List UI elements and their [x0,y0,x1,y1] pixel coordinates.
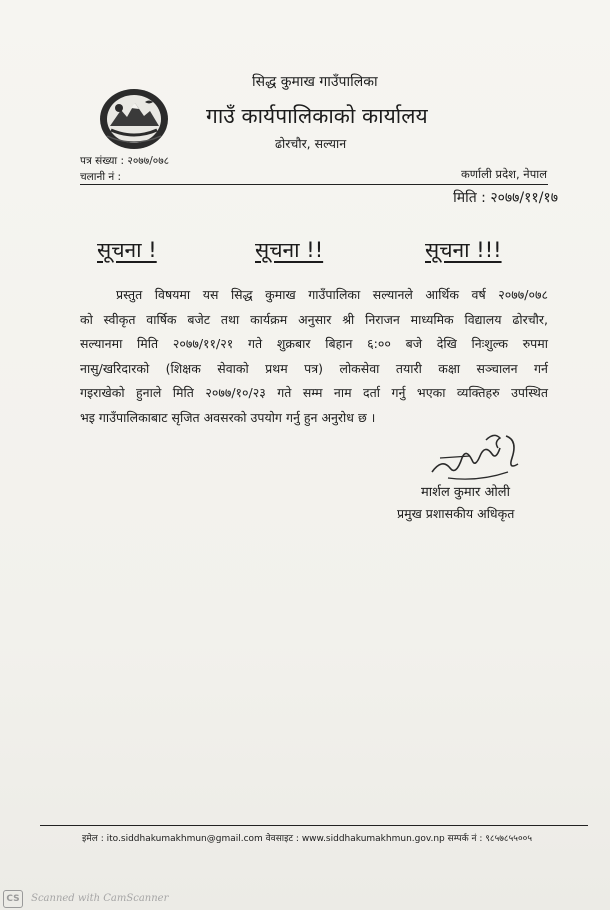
municipality-name: सिद्ध कुमाख गाउँपालिका [252,74,378,90]
body-line: गइराखेको हुनाले मिति २०७७/१०/२३ गते सम्म नाम दर्ता गर्नु भएका व्यक्तिहरु उपस्थित [80,385,548,400]
signatory-title: प्रमुख प्रशासकीय अधिकृत [397,506,515,521]
body-line: को स्वीकृत वार्षिक बजेट तथा कार्यक्रम अनुसार श्री निराजन माध्यमिक विद्यालय ढोरचौर, [80,311,548,327]
footer-divider [40,825,588,826]
signatory-name: मार्शल कुमार ओली [421,485,510,500]
letter-date: मिति : २०७७/११/१७ [453,190,558,206]
notice-heading-1: सूचना ! [97,238,157,262]
reference-number: पत्र संख्या : २०७७/०७८ [80,155,170,167]
notice-body [80,283,548,430]
camscanner-text: Scanned with CamScanner [31,893,169,904]
office-location: ढोरचौर, सल्यान [275,136,347,151]
footer-contact: इमेल : ito.siddhakumakhmun@gmail.com वेवसाइट : www.siddhakumakhmun.gov.np सम्पर्क नं : ९८५७८५५००५ [82,834,533,844]
province-label: कर्णाली प्रदेश, नेपाल [460,167,547,181]
scanner-watermark [3,888,168,908]
municipality-emblem-icon [97,86,171,152]
camscanner-logo-icon: CS [3,890,23,908]
notice-heading-2: सूचना !! [255,238,324,262]
chalani-number: चलानी नं : [80,171,122,183]
office-title: गाउँ कार्यपालिकाको कार्यालय [206,104,428,128]
notice-heading-3: सूचना !!! [425,238,502,262]
body-line: सल्यानमा मिति २०७७/११/२१ गते शुक्रबार बिहान ६:०० बजे देखि निःशुल्क रुपमा [80,336,548,351]
body-line: नासु/खरिदारको (शिक्षक सेवाको प्रथम पत्र) लोकसेवा तयारी कक्षा सञ्चालन गर्न [80,360,548,376]
body-line: भइ गाउँपालिकाबाट सृजित अवसरको उपयोग गर्नु हुन अनुरोध छ । [80,409,376,425]
body-line: प्रस्तुत विषयमा यस सिद्ध कुमाख गाउँपालिका सल्यानले आर्थिक वर्ष २०७७/०७८ [116,287,548,302]
header-divider [80,184,548,185]
handwritten-signature [426,428,536,488]
